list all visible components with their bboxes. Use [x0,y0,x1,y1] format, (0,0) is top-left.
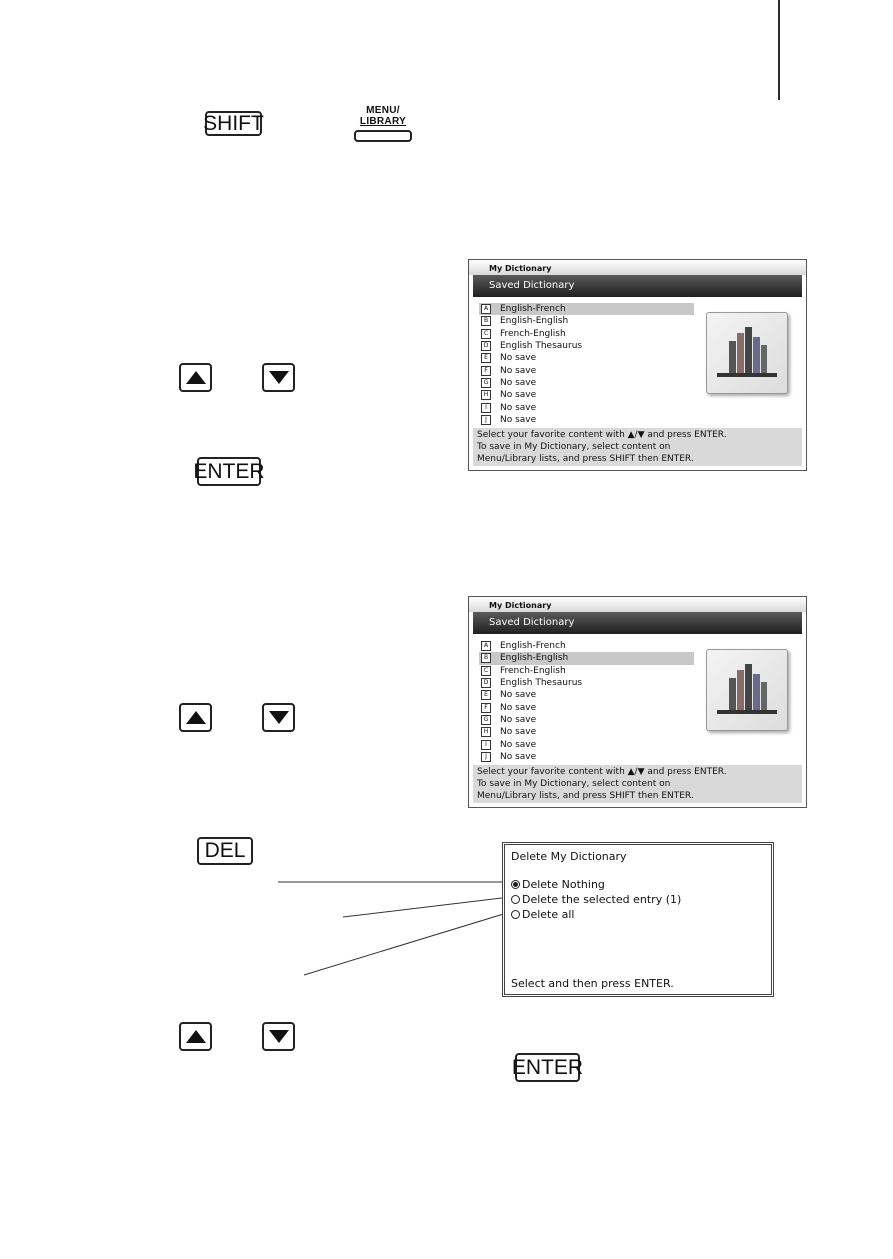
option-delete-nothing[interactable] [511,878,605,891]
item-key-badge: H [481,390,491,400]
radio-selected-icon [511,880,520,889]
screen-header: My Dictionary [469,260,806,275]
item-key-badge: G [481,715,491,725]
item-label: English-English [500,653,569,664]
option-delete-all[interactable] [511,908,575,921]
item-label: English Thesaurus [500,678,583,689]
item-label: English-French [500,641,566,652]
item-label: No save [500,690,537,701]
option-label: Delete the selected entry (1) [522,893,682,906]
item-key-badge: A [481,641,491,651]
item-key-badge: D [481,341,491,351]
item-label: No save [500,402,537,413]
item-key-badge: C [481,329,491,339]
delete-my-dictionary-dialog [502,842,774,997]
item-label: No save [500,702,537,713]
item-key-badge: B [481,316,491,326]
enter-key [511,1053,584,1082]
footer-line: Select your favorite content with ▲/▼ and press ENTER. [477,430,727,440]
item-label: No save [500,390,537,401]
footer-line: Select your favorite content with ▲/▼ and press ENTER. [477,767,727,777]
item-key-badge: A [481,304,491,314]
footer-line: To save in My Dictionary, select content on [477,779,671,789]
item-key-badge: E [481,353,491,363]
item-key-badge: J [481,415,491,425]
item-key-badge: H [481,727,491,737]
item-key-badge: G [481,378,491,388]
item-label: English Thesaurus [500,341,583,352]
item-key-badge: D [481,678,491,688]
item-label: English-French [500,304,566,315]
enter-key-label: ENTER [511,1055,584,1079]
del-key-label: DEL [204,839,246,862]
leader-line-delete-all [304,912,510,975]
shift-key-label: SHIFT [203,111,264,135]
item-label: No save [500,414,537,425]
item-key-badge: B [481,653,491,663]
down-arrow-key [262,1022,295,1051]
item-label: No save [500,751,537,762]
item-key-badge: J [481,752,491,762]
item-label: No save [500,377,537,388]
item-key-badge: I [481,740,491,750]
menu-library-label-2: LIBRARY [359,116,407,127]
item-key-badge: C [481,666,491,676]
screen-title: Saved Dictionary [473,275,802,297]
dialog-title: Delete My Dictionary [511,850,627,863]
down-arrow-icon [269,1030,289,1043]
footer-line: Menu/Library lists, and press SHIFT then ENTER. [477,454,694,464]
footer-line: Menu/Library lists, and press SHIFT then ENTER. [477,791,694,801]
item-label: No save [500,365,537,376]
footer-line: To save in My Dictionary, select content on [477,442,671,452]
item-label: No save [500,739,537,750]
item-key-badge: I [481,403,491,413]
item-label: French-English [500,665,566,676]
up-arrow-key [179,1022,212,1051]
radio-icon [511,910,520,919]
item-key-badge: E [481,690,491,700]
screen-header: My Dictionary [469,597,806,612]
option-label: Delete Nothing [522,878,605,891]
option-delete-selected-entry[interactable] [511,893,681,906]
item-label: French-English [500,328,566,339]
leader-line-delete-selected [343,897,510,917]
dialog-footer: Select and then press ENTER. [511,977,674,990]
menu-library-label-1: MENU/ [366,105,400,116]
item-label: No save [500,353,537,364]
option-label: Delete all [522,908,575,921]
enter-key-label: ENTER [193,459,265,483]
item-label: No save [500,727,537,738]
screen-title: Saved Dictionary [473,612,802,634]
item-key-badge: F [481,703,491,713]
item-label: English-English [500,316,569,327]
radio-icon [511,895,520,904]
item-label: No save [500,714,537,725]
item-key-badge: F [481,366,491,376]
up-arrow-icon [186,1030,206,1043]
